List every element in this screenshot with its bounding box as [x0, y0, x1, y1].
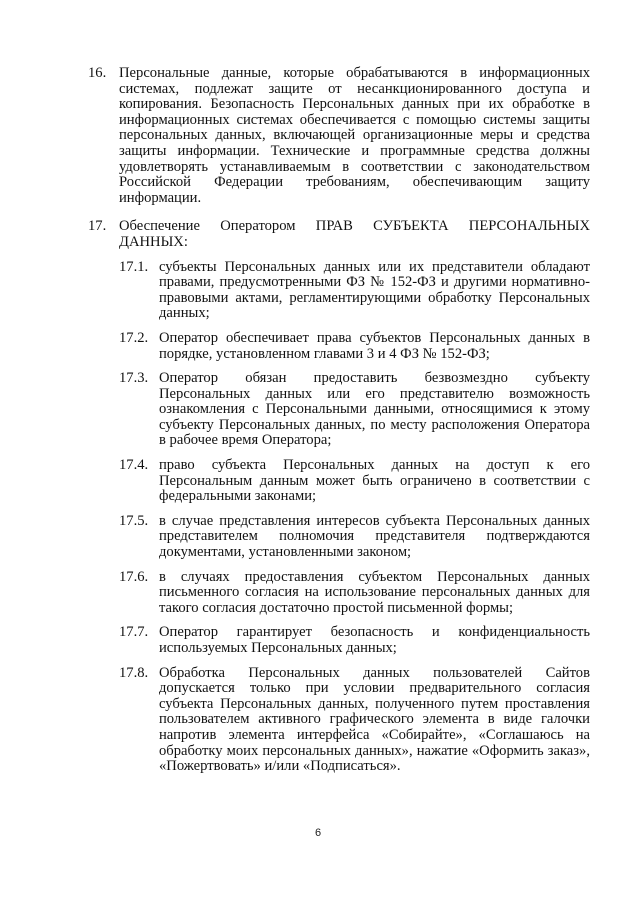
- subclause-text: Обработка Персональных данных пользователей Сайтов допускается только при условии предварительного согласия субъекта Персональных данных, полученного путем проставления пользователем активного графического элемента в виде галочки напротив элемента интерфейса «Собирайте», «Соглашаюсь на обработку моих персональных данных», нажатие «Оформить заказ», «Пожертвовать» и/или «Подписаться».: [159, 664, 590, 775]
- clause-17-8: [119, 666, 590, 775]
- subclause-number: 17.7.: [119, 624, 149, 641]
- subclause-number: 17.6.: [119, 568, 149, 585]
- subclause-text: право субъекта Персональных данных на доступ к его Персональным данным может быть ограничено в соответствии с федеральными законами;: [159, 457, 590, 505]
- clause-17-3: [119, 371, 590, 449]
- clause-number: 16.: [88, 65, 107, 81]
- subclause-number: 17.1.: [119, 258, 149, 275]
- clause-16: [88, 66, 590, 206]
- page-number: 6: [314, 827, 322, 839]
- clause-text: Персональные данные, которые обрабатываются в информационных системах, подлежат защите от несанкционированного доступа и копирования. Безопасность Персональных данных при их обработке в информационных системах обеспечивается с помощью системы защиты персональных данных, включающей организационные меры и средства защиты информации. Технические и программные средства должны удовлетворять устанавливаемым в соответствии с законодательством Российской Федерации требованиям, обеспечивающим защиту информации.: [119, 65, 590, 206]
- subclause-text: в случае представления интересов субъекта Персональных данных представителем полномочия представителя подтверждаются документами, установленными законом;: [159, 512, 590, 561]
- subclause-number: 17.3.: [119, 370, 149, 387]
- subclause-text: субъекты Персональных данных или их представители обладают правами, предусмотренными ФЗ № 152-ФЗ и другими нормативно-правовыми актами, регламентирующими обработку Персональных данных;: [159, 258, 590, 322]
- clause-17-1: [119, 260, 590, 322]
- clause-17-4: [119, 458, 590, 505]
- clause-17-6: [119, 570, 590, 617]
- subclause-text: в случаях предоставления субъектом Персональных данных письменного согласия на использование персональных данных для такого согласия достаточно простой письменной формы;: [159, 568, 590, 616]
- subclause-number: 17.8.: [119, 664, 149, 681]
- subclause-number: 17.5.: [119, 512, 149, 529]
- clause-17-5: [119, 514, 590, 561]
- clause-heading: Обеспечение Оператором ПРАВ СУБЪЕКТА ПЕРСОНАЛЬНЫХ ДАННЫХ:: [119, 218, 590, 250]
- clause-number: 17.: [88, 218, 107, 235]
- subclause-number: 17.4.: [119, 457, 149, 474]
- clause-17: [88, 219, 590, 250]
- subclause-number: 17.2.: [119, 329, 149, 346]
- subclause-text: Оператор гарантирует безопасность и конфиденциальность используемых Персональных данных;: [159, 624, 590, 656]
- subclause-text: Оператор обеспечивает права субъектов Персональных данных в порядке, установленном главами 3 и 4 ФЗ № 152-ФЗ;: [159, 329, 590, 362]
- document-body: [88, 66, 590, 784]
- clause-17-2: [119, 331, 590, 362]
- clause-17-7: [119, 625, 590, 656]
- subclause-text: Оператор обязан предоставить безвозмездно субъекту Персональных данных или его представителю возможность ознакомления с Персональными данными, относящимися к этому субъекту Персональных данных, по месту расположения Оператора в рабочее время Оператора;: [159, 370, 590, 449]
